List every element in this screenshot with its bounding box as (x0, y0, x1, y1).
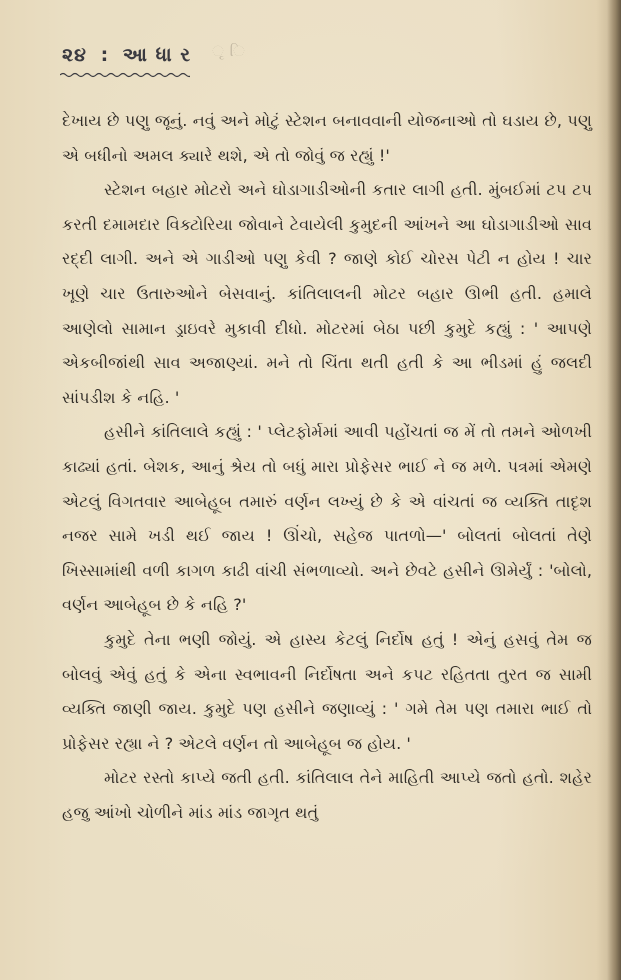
body-text (62, 104, 592, 830)
book-title: આ ધા ર (122, 44, 192, 66)
page-number: ૨૪ (62, 44, 87, 66)
header-separator: : (100, 44, 110, 66)
paragraph-4: કુમુદે તેના ભણી જોયું. એ હાસ્ય કેટલું નિર્દોષ હતું ! એનું હસવું તેમ જ બોલવું એવું હતું કે એના સ્વભાવની નિર્દોષતા અને કપટ રહિતતા તુરત જ સામી વ્યક્તિ જાણી જાય. કુમુદે પણ હસીને જણાવ્યું : ' ગમે તેમ પણ તમારા ભાઈ તો પ્રોફેસર રહ્યા ને ? એટલે વર્ણન તો આબેહૂબ જ હોય. ' (62, 629, 592, 753)
running-header (62, 44, 191, 66)
paragraph-5: મોટર રસ્તો કાપ્યે જતી હતી. કાંતિલાલ તેને માહિતી આપ્યે જતો હતો. શહેર હજુ આંખો ચોળીને માંડ માંડ જાગૃત થતું (62, 768, 592, 822)
header-wavy-rule (60, 72, 190, 78)
page-spine-shadow (607, 0, 621, 980)
paragraph-2: સ્ટેશન બહાર મોટરો અને ઘોડાગાડીઓની કતાર લાગી હતી. મુંબઈમાં ટપ ટપ કરતી દમામદાર વિક્ટોરિયા જોવાને ટેવાયેલી કુમુદની આંખને આ ઘોડાગાડીઓ સાવ રદ્દી લાગી. અને એ ગાડીઓ પણુ કેવી ? જાણે કોઈ ચોરસ પેટી ન હોય ! ચાર ખૂણે ચાર ઉતારુઓને બેસવાનું. કાંતિલાલની મોટર બહાર ઊભી હતી. હમાલે આણેલો સામાન ડ્રાઇવરે મુકાવી દીધો. મોટરમાં બેઠા પછી કુમુદે કહ્યું : ' આપણે એકબીજાંથી સાવ અજાણ્યાં. મને તો ચિંતા થતી હતી કે આ ભીડમાં હું જલદી સાંપડીશ કે નહિ. ' (62, 180, 592, 407)
paragraph-1: દેખાય છે પણુ જૂનું. નવું અને મોટું સ્ટેશન બનાવવાની યોજનાઓ તો ઘડાય છે, પણુ એ બધીનો અમલ ક્યારે થશે, એ તો જોવું જ રહ્યું !' (62, 111, 592, 165)
paragraph-3: હસીને કાંતિલાલે કહ્યું : ' પ્લેટફોર્મમાં આવી પહોંચતાં જ મેં તો તમને ઓળખી કાઢ્યાં હતાં. બેશક, આનું શ્રેય તો બધું મારા પ્રોફેસર ભાઈ ને જ મળે. પત્રમાં એમણે એટલું વિગતવાર આબેહૂબ તમારું વર્ણન લખ્યું છે કે એ વાંચતાં જ વ્યક્તિ તાદૃશ નજર સામે ખડી થઈ જાય ! ઊંચો, સહેજ પાતળો—' બોલતાં બોલતાં તેણે ખિસ્સામાંથી વળી કાગળ કાઢી વાંચી સંભળાવ્યો. અને છેવટે હસીને ઊમેર્યું : 'બોલો, વર્ણન આબેહૂબ છે કે નહિ ?' (62, 422, 592, 615)
bleed-through-text: ૃ િ (212, 42, 247, 60)
